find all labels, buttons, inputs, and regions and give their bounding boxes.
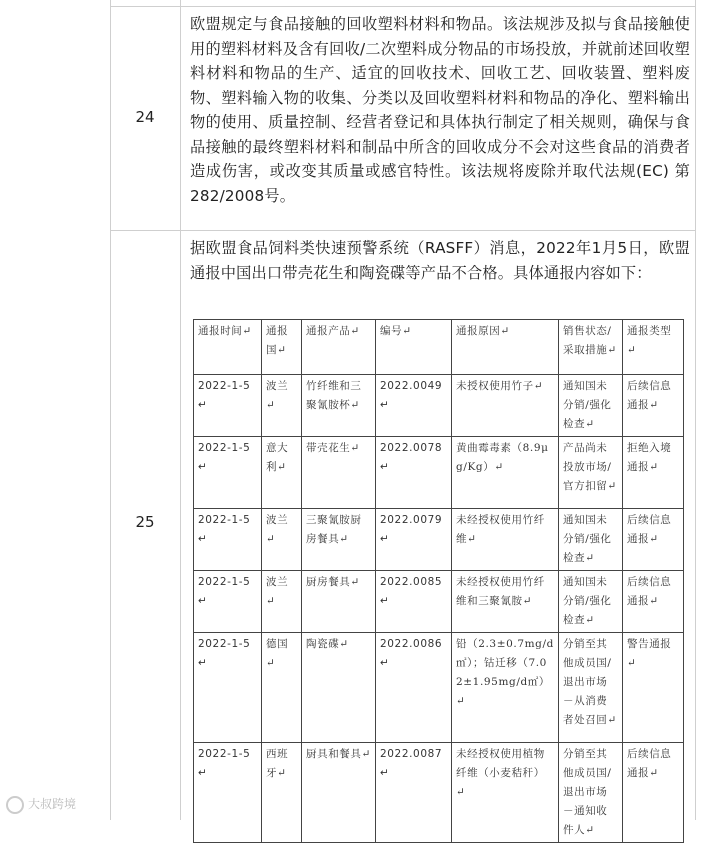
row-number: 25	[135, 513, 155, 531]
table-cell: 2022.0078↵	[376, 437, 452, 509]
table-cell: 通知国未分销/强化检查↵	[559, 375, 623, 437]
watermark	[6, 795, 76, 814]
watermark-icon	[6, 796, 24, 814]
row-divider	[110, 230, 696, 231]
table-cell: 波兰↵	[262, 375, 302, 437]
row-divider	[110, 6, 696, 7]
table-cell: 铅（2.3±0.7mg/d㎡）；钴迁移（7.02±1.95mg/d㎡）↵	[452, 633, 559, 743]
column-divider	[695, 0, 696, 820]
table-row	[194, 633, 684, 743]
table-cell: 未授权使用竹子↵	[452, 375, 559, 437]
table-cell: 德国↵	[262, 633, 302, 743]
table-cell: 未经授权使用植物纤维（小麦秸秆）↵	[452, 743, 559, 843]
table-row	[194, 437, 684, 509]
row-number: 24	[135, 108, 155, 126]
table-cell: 厨具和餐具↵	[302, 743, 376, 843]
table-cell: 2022.0085↵	[376, 571, 452, 633]
table-cell: 未经授权使用竹纤维↵	[452, 509, 559, 571]
table-cell: 拒绝入境通报↵	[623, 437, 684, 509]
table-cell: 三聚氰胺厨房餐具↵	[302, 509, 376, 571]
table-cell: 竹纤维和三聚氰胺杯↵	[302, 375, 376, 437]
table-cell: 带壳花生↵	[302, 437, 376, 509]
header-cell: 销售状态/采取措施↵	[559, 320, 623, 375]
table-cell: 2022-1-5↵	[194, 437, 262, 509]
table-cell: 未经授权使用竹纤维和三聚氰胺↵	[452, 571, 559, 633]
header-cell: 编号↵	[376, 320, 452, 375]
table-cell: 后续信息通报↵	[623, 509, 684, 571]
header-cell: 通报产品↵	[302, 320, 376, 375]
table-cell: 2022-1-5↵	[194, 633, 262, 743]
table-cell: 2022.0086↵	[376, 633, 452, 743]
table-cell: 2022-1-5↵	[194, 509, 262, 571]
table-cell: 2022.0049↵	[376, 375, 452, 437]
table-cell: 分销至其他成员国/退出市场－通知收件人↵	[559, 743, 623, 843]
table-cell: 意大利↵	[262, 437, 302, 509]
table-cell: 厨房餐具↵	[302, 571, 376, 633]
table-row	[194, 509, 684, 571]
table-cell: 产品尚未投放市场/官方扣留↵	[559, 437, 623, 509]
header-cell: 通报原因↵	[452, 320, 559, 375]
table-cell: 通知国未分销/强化检查↵	[559, 571, 623, 633]
table-cell: 警告通报↵	[623, 633, 684, 743]
table-cell: 2022.0087↵	[376, 743, 452, 843]
table-cell: 分销至其他成员国/退出市场－从消费者处召回↵	[559, 633, 623, 743]
table-cell: 2022-1-5↵	[194, 375, 262, 437]
table-cell: 黄曲霉毒素（8.9μg/Kg）↵	[452, 437, 559, 509]
table-cell: 陶瓷碟↵	[302, 633, 376, 743]
table-row	[194, 375, 684, 437]
table-cell: 2022-1-5↵	[194, 743, 262, 843]
row-text: 欧盟规定与食品接触的回收塑料材料和物品。该法规涉及拟与食品接触使用的塑料材料及含有回收/二次塑料成分物品的市场投放，并就前述回收塑料材料和物品的生产、适宜的回收技术、回收工艺、回收装置、塑料废物、塑料输入物的收集、分类以及回收塑料材料和物品的净化、塑料输出物的使用、质量控制、经营者登记和具体执行制定了相关规则，确保与食品接触的最终塑料材料和制品中所含的回收成分不会对这些食品的消费者造成伤害，或改变其质量或感官特性。该法规将废除并取代法规(EC) 第282/2008号。	[190, 15, 690, 205]
table-cell: 后续信息通报↵	[623, 571, 684, 633]
table-cell: 后续信息通报↵	[623, 375, 684, 437]
header-cell: 通报类型↵	[623, 320, 684, 375]
watermark-text: 大叔跨境	[28, 797, 77, 811]
table-cell: 波兰↵	[262, 571, 302, 633]
table-cell: 2022-1-5↵	[194, 571, 262, 633]
table-cell: 波兰↵	[262, 509, 302, 571]
table-cell: 2022.0079↵	[376, 509, 452, 571]
table-cell: 通知国未分销/强化检查↵	[559, 509, 623, 571]
header-cell: 通报国↵	[262, 320, 302, 375]
table-cell: 西班牙↵	[262, 743, 302, 843]
header-cell: 通报时间↵	[194, 320, 262, 375]
table-header-row	[194, 320, 684, 375]
row-text: 据欧盟食品饲料类快速预警系统（RASFF）消息，2022年1月5日，欧盟通报中国出口带壳花生和陶瓷碟等产品不合格。具体通报内容如下：	[190, 239, 690, 282]
notification-table	[193, 319, 683, 836]
table-cell: 后续信息通报↵	[623, 743, 684, 843]
table-row	[194, 571, 684, 633]
table-row	[194, 743, 684, 843]
column-divider	[180, 0, 181, 820]
